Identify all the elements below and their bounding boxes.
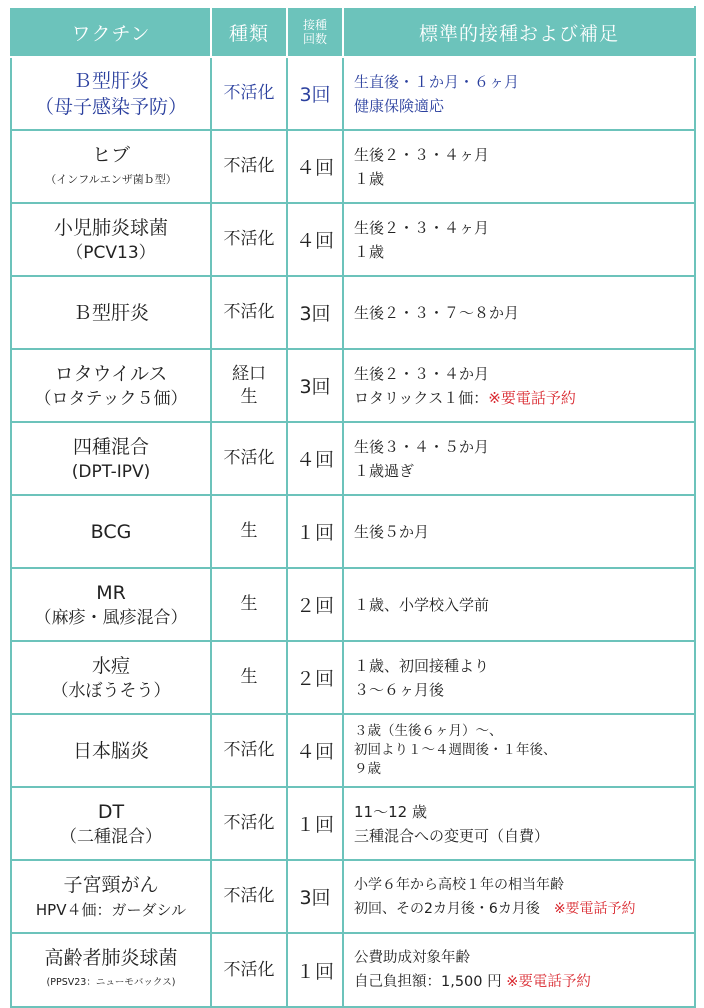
vaccine-name-cell: 日本脳炎 [11, 714, 211, 787]
notes-cell: ３歳（生後６ヶ月）〜、 初回より１〜４週間後・１年後、 ９歳 [343, 714, 695, 787]
vaccine-name-cell: BCG [11, 495, 211, 568]
table-row [11, 422, 695, 495]
table-row [11, 641, 695, 714]
count-cell: 3回 [287, 276, 343, 349]
count-cell: １回 [287, 495, 343, 568]
table-row [11, 349, 695, 422]
type-cell: 生 [211, 641, 287, 714]
header-vaccine: ワクチン [11, 7, 211, 57]
count-cell: 3回 [287, 860, 343, 933]
notes-cell: 公費助成対象年齢 自己負担額：1,500 円 ※要電話予約 [343, 933, 695, 1007]
reservation-note: ※要電話予約 [506, 974, 591, 990]
type-cell: 不活化 [211, 57, 287, 130]
type-cell: 生 [211, 495, 287, 568]
type-cell: 不活化 [211, 203, 287, 276]
notes-cell: 生後３・４・５か月 １歳過ぎ [343, 422, 695, 495]
notes-cell: 生直後・１か月・６ヶ月 健康保険適応 [343, 57, 695, 130]
table-row [11, 203, 695, 276]
count-cell: 3回 [287, 349, 343, 422]
notes-cell: 11〜12 歳 三種混合への変更可（自費） [343, 787, 695, 860]
header-count: 接種 回数 [287, 7, 343, 57]
reservation-note: ※要電話予約 [553, 900, 636, 917]
reservation-note: ※要電話予約 [488, 388, 576, 407]
notes-cell: 小学６年から高校１年の相当年齢 初回、その2カ月後・6カ月後 ※要電話予約 [343, 860, 695, 933]
count-cell: ４回 [287, 714, 343, 787]
notes-cell: １歳、小学校入学前 [343, 568, 695, 641]
count-cell: ２回 [287, 568, 343, 641]
vaccine-name-cell: 水痘 （水ぼうそう） [11, 641, 211, 714]
vaccine-name-cell: 高齢者肺炎球菌 (PPSV23：ニューモバックス) [11, 933, 211, 1007]
table-row [11, 787, 695, 860]
type-cell: 不活化 [211, 276, 287, 349]
count-cell: ２回 [287, 641, 343, 714]
table-row [11, 57, 695, 130]
notes-cell: 生後５か月 [343, 495, 695, 568]
count-cell: ４回 [287, 422, 343, 495]
vaccine-table [10, 6, 696, 1008]
type-cell: 不活化 [211, 422, 287, 495]
type-cell: 不活化 [211, 130, 287, 203]
vaccine-name-cell: ヒブ （インフルエンザ菌ｂ型） [11, 130, 211, 203]
vaccine-name-cell: 小児肺炎球菌 （PCV13） [11, 203, 211, 276]
table-row [11, 860, 695, 933]
notes-cell: 生後２・３・４ヶ月 １歳 [343, 130, 695, 203]
type-cell: 経口 生 [211, 349, 287, 422]
type-cell: 不活化 [211, 787, 287, 860]
header-notes: 標準的接種および補足 [343, 7, 695, 57]
vaccine-name-cell: DT （二種混合） [11, 787, 211, 860]
header-row [11, 7, 695, 57]
note-extra: ロタリックス１価： [354, 388, 489, 407]
vaccine-name-cell: Ｂ型肝炎 （母子感染予防） [11, 57, 211, 130]
count-cell: １回 [287, 933, 343, 1007]
vaccine-name-cell: MR （麻疹・風疹混合） [11, 568, 211, 641]
vaccine-name-cell: ロタウイルス （ロタテック５価） [11, 349, 211, 422]
note-extra: 自己負担額：1,500 円 [354, 974, 507, 990]
type-cell: 不活化 [211, 933, 287, 1007]
notes-cell: 生後２・３・４ヶ月 １歳 [343, 203, 695, 276]
notes-cell: 生後２・３・４か月 ロタリックス１価：※要電話予約 [343, 349, 695, 422]
table-row [11, 714, 695, 787]
note-extra: 初回、その2カ月後・6カ月後 [354, 900, 540, 917]
count-cell: ４回 [287, 130, 343, 203]
type-cell: 不活化 [211, 714, 287, 787]
table-row [11, 495, 695, 568]
count-cell: 3回 [287, 57, 343, 130]
table-row [11, 568, 695, 641]
count-cell: １回 [287, 787, 343, 860]
table-row [11, 130, 695, 203]
notes-cell: 生後２・３・７〜８か月 [343, 276, 695, 349]
notes-cell: １歳、初回接種より ３〜６ヶ月後 [343, 641, 695, 714]
type-cell: 生 [211, 568, 287, 641]
count-cell: ４回 [287, 203, 343, 276]
header-type: 種類 [211, 7, 287, 57]
vaccine-name-cell: 四種混合 (DPT-IPV) [11, 422, 211, 495]
table-row [11, 276, 695, 349]
vaccine-name-cell: Ｂ型肝炎 [11, 276, 211, 349]
type-cell: 不活化 [211, 860, 287, 933]
vaccine-name-cell: 子宮頸がん HPV４価：ガーダシル [11, 860, 211, 933]
